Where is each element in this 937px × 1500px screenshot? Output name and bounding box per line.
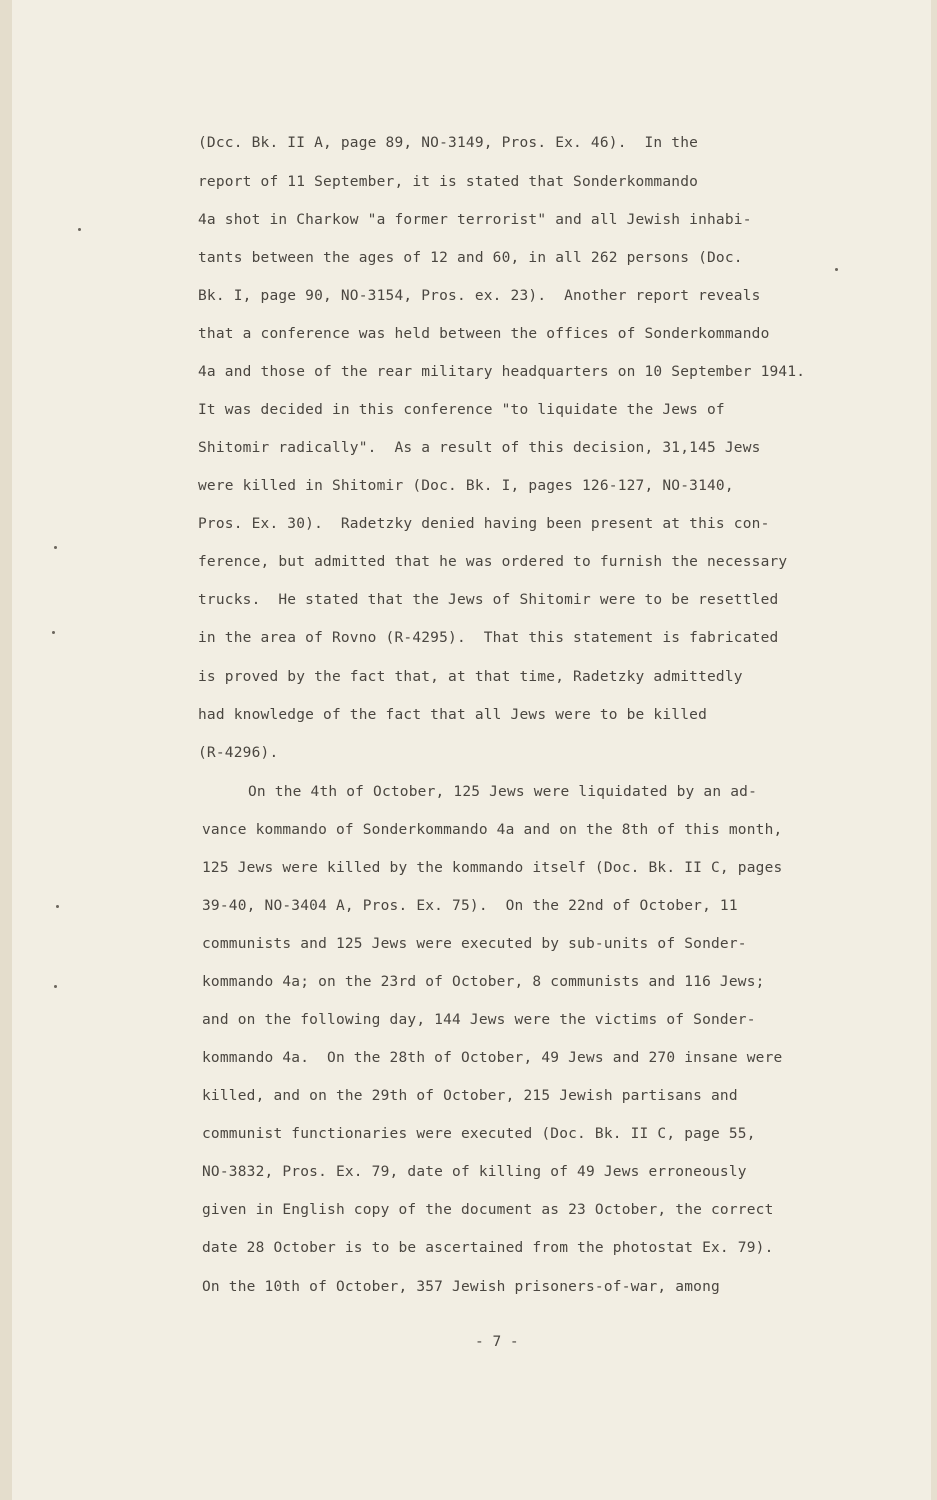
text-line: in the area of Rovno (R-4295). That this statement is fabricated [198, 630, 779, 646]
text-line: ference, but admitted that he was ordered to furnish the necessary [198, 554, 788, 570]
text-line: 39-40, NO-3404 A, Pros. Ex. 75). On the 22nd of October, 11 [202, 898, 738, 914]
text-line: communist functionaries were executed (Doc. Bk. II C, page 55, [202, 1126, 756, 1142]
paper-speck [78, 228, 81, 231]
text-line: Shitomir radically". As a result of this decision, 31,145 Jews [198, 440, 761, 456]
text-line: trucks. He stated that the Jews of Shitomir were to be resettled [198, 592, 779, 608]
text-line: kommando 4a; on the 23rd of October, 8 communists and 116 Jews; [202, 974, 765, 990]
paper-speck [54, 546, 57, 549]
paper-speck [835, 268, 838, 271]
text-line: Bk. I, page 90, NO-3154, Pros. ex. 23). Another report reveals [198, 288, 761, 304]
text-line: date 28 October is to be ascertained from the photostat Ex. 79). [202, 1240, 774, 1256]
text-line: Pros. Ex. 30). Radetzky denied having been present at this con- [198, 516, 770, 532]
text-line: kommando 4a. On the 28th of October, 49 Jews and 270 insane were [202, 1050, 783, 1066]
text-line: (Dcc. Bk. II A, page 89, NO-3149, Pros. Ex. 46). In the [198, 135, 699, 151]
text-line: vance kommando of Sonderkommando 4a and on the 8th of this month, [202, 822, 783, 838]
page-number: - 7 - [475, 1334, 519, 1350]
text-line: were killed in Shitomir (Doc. Bk. I, pages 126-127, NO-3140, [198, 478, 734, 494]
text-line: tants between the ages of 12 and 60, in all 262 persons (Doc. [198, 250, 743, 266]
text-line: communists and 125 Jews were executed by sub-units of Sonder- [202, 936, 747, 952]
body-text [12, 0, 937, 1400]
text-line: had knowledge of the fact that all Jews were to be killed [198, 707, 707, 723]
paper-speck [56, 905, 59, 908]
text-line: 4a shot in Charkow "a former terrorist" and all Jewish inhabi- [198, 212, 752, 228]
text-line: that a conference was held between the offices of Sonderkommando [198, 326, 770, 342]
text-line: NO-3832, Pros. Ex. 79, date of killing of 49 Jews erroneously [202, 1164, 747, 1180]
text-line: and on the following day, 144 Jews were the victims of Sonder- [202, 1012, 756, 1028]
paper-speck [52, 631, 55, 634]
text-line: (R-4296). [198, 745, 279, 761]
text-line: killed, and on the 29th of October, 215 Jewish partisans and [202, 1088, 738, 1104]
text-line: It was decided in this conference "to liquidate the Jews of [198, 402, 725, 418]
text-line: 125 Jews were killed by the kommando itself (Doc. Bk. II C, pages [202, 860, 783, 876]
text-line: On the 4th of October, 125 Jews were liquidated by an ad- [248, 784, 757, 800]
paper-speck [54, 985, 57, 988]
text-line: 4a and those of the rear military headquarters on 10 September 1941. [198, 364, 806, 380]
text-line: is proved by the fact that, at that time, Radetzky admittedly [198, 669, 743, 685]
text-line: given in English copy of the document as 23 October, the correct [202, 1202, 774, 1218]
text-line: On the 10th of October, 357 Jewish prisoners-of-war, among [202, 1279, 720, 1295]
text-line: report of 11 September, it is stated that Sonderkommando [198, 174, 699, 190]
